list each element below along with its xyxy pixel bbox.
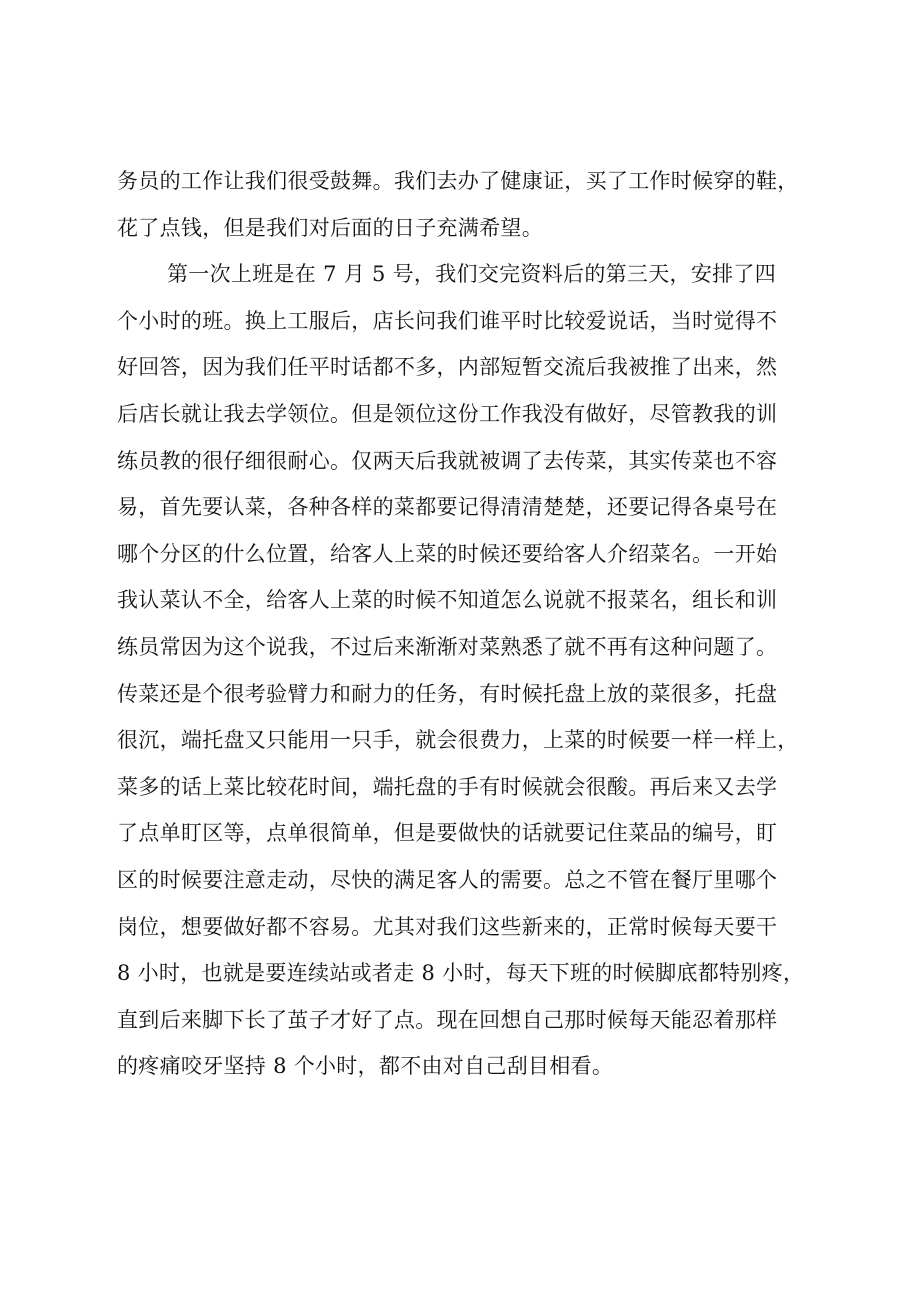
text-line: 务员的工作让我们很受鼓舞。我们去办了健康证，买了工作时候穿的鞋， (117, 169, 799, 193)
text-line: 哪个分区的什么位置，给客人上菜的时候还要给客人介绍菜名。一开始 (117, 541, 778, 566)
text-line: 菜多的话上菜比较花时间，端托盘的手有时候就会很酸。再后来又去学 (117, 774, 778, 799)
text-line: 区的时候要注意走动，尽快的满足客人的需要。总之不管在餐厅里哪个 (117, 867, 778, 892)
text-line: 我认菜认不全，给客人上菜的时候不知道怎么说就不报菜名，组长和训 (117, 588, 778, 613)
text-line: 传菜还是个很考验臂力和耐力的任务，有时候托盘上放的菜很多，托盘 (117, 681, 778, 706)
text-line: 个小时的班。换上工服后，店长问我们谁平时比较爱说话，当时觉得不 (117, 308, 778, 333)
text-line: 8 小时，也就是要连续站或者走 8 小时，每天下班的时候脚底都特别疼， (117, 961, 805, 986)
text-line: 练员教的很仔细很耐心。仅两天后我就被调了去传菜，其实传菜也不容 (117, 448, 778, 473)
text-line: 很沉，端托盘又只能用一只手，就会很费力，上菜的时候要一样一样上， (117, 728, 799, 753)
text-line: 的疼痛咬牙坚持 8 个小时，都不由对自己刮目相看。 (117, 1054, 614, 1079)
paragraph-start-line: 第一次上班是在 7 月 5 号，我们交完资料后的第三天，安排了四 (167, 262, 777, 287)
text-line: 易，首先要认菜，各种各样的菜都要记得清清楚楚，还要记得各桌号在 (117, 495, 778, 520)
text-line: 练员常因为这个说我，不过后来渐渐对菜熟悉了就不再有这种问题了。 (117, 634, 778, 659)
text-line: 岗位，想要做好都不容易。尤其对我们这些新来的，正常时候每天要干 (117, 914, 778, 939)
text-line: 了点单盯区等，点单很简单，但是要做快的话就要记住菜品的编号，盯 (117, 821, 778, 846)
body-text (117, 158, 837, 1090)
text-line: 后店长就让我去学领位。但是领位这份工作我没有做好，尽管教我的训 (117, 401, 778, 426)
text-line: 好回答，因为我们任平时话都不多，内部短暂交流后我被推了出来，然 (117, 355, 778, 380)
text-line: 直到后来脚下长了茧子才好了点。现在回想自己那时候每天能忍着那样 (117, 1007, 778, 1032)
text-line: 花了点钱，但是我们对后面的日子充满希望。 (117, 215, 543, 240)
